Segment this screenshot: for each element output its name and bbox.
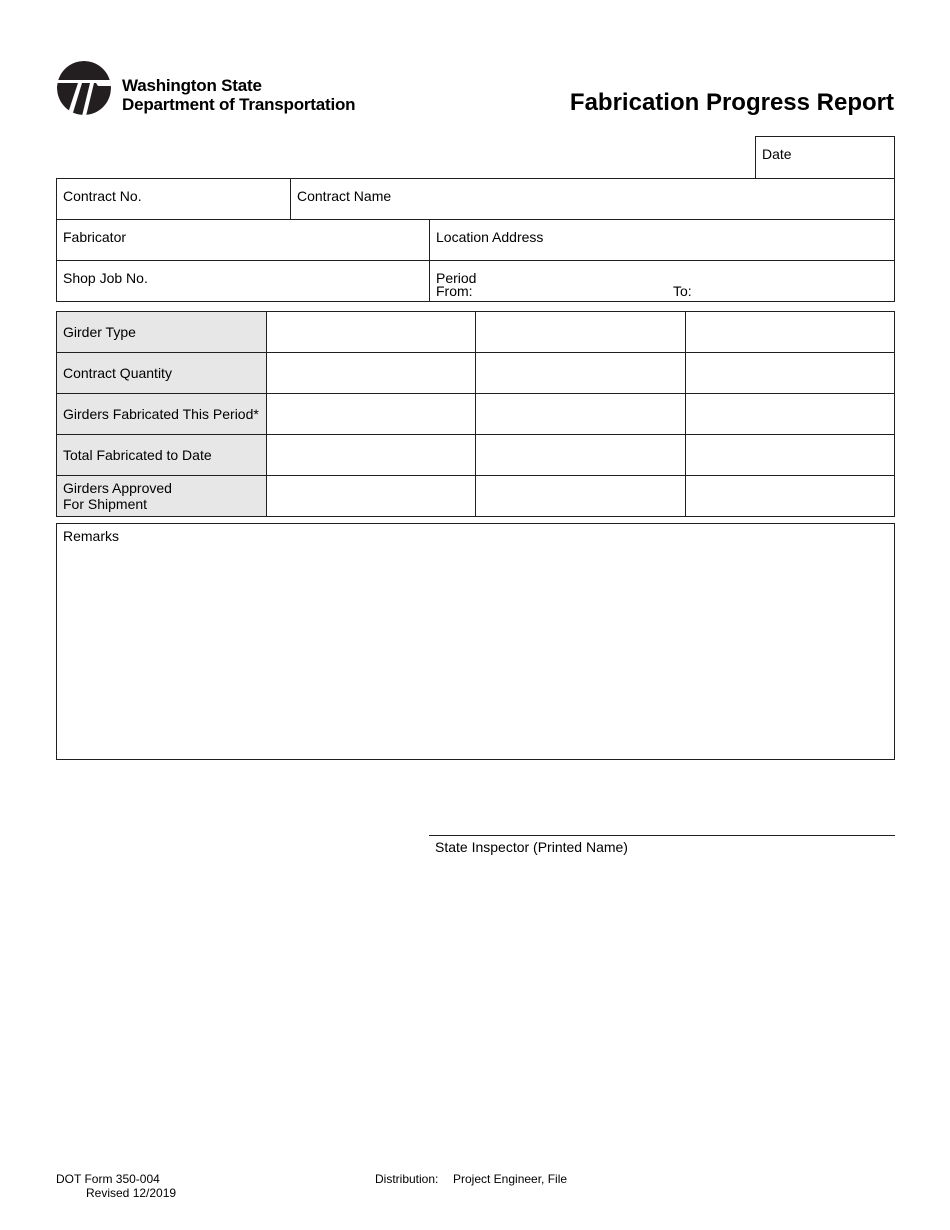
agency-name [122, 76, 355, 114]
fabricator-label: Fabricator [63, 229, 127, 245]
girder-row-header [57, 353, 267, 394]
agency-line-1: Washington State [122, 76, 262, 95]
shop-job-no-field[interactable] [57, 261, 429, 301]
form-number: DOT Form 350-004 [56, 1172, 160, 1186]
period-label: Period [436, 270, 477, 286]
girder-row-label: Contract Quantity [63, 365, 172, 381]
distribution-label: Distribution: [375, 1172, 439, 1186]
contract-name-field[interactable] [290, 179, 894, 219]
girder-entry-cell[interactable] [476, 435, 685, 476]
girder-entry-cell[interactable] [685, 476, 894, 517]
girder-entry-cell[interactable] [476, 394, 685, 435]
contract-row [57, 179, 894, 220]
date-label: Date [762, 146, 792, 162]
girder-row-label: Total Fabricated to Date [63, 447, 212, 463]
period-from-label: From: [436, 283, 473, 299]
period-field[interactable] [429, 261, 894, 301]
girder-entry-cell[interactable] [267, 312, 476, 353]
remarks-label: Remarks [63, 528, 120, 544]
girder-entry-cell[interactable] [267, 353, 476, 394]
girder-entry-cell[interactable] [685, 353, 894, 394]
location-address-field[interactable] [429, 220, 894, 260]
girder-table [56, 311, 895, 514]
period-to-label: To: [673, 283, 692, 299]
girder-entry-cell[interactable] [476, 312, 685, 353]
girder-row-label: Girder Type [63, 324, 136, 340]
girder-table-row [57, 435, 895, 476]
contract-info-grid [56, 178, 895, 302]
distribution-value: Project Engineer, File [453, 1172, 568, 1186]
date-field[interactable] [755, 136, 895, 179]
girder-entry-cell[interactable] [685, 394, 894, 435]
wsdot-logo-icon [56, 60, 112, 116]
signature-label: State Inspector (Printed Name) [435, 839, 628, 855]
fabricator-field[interactable] [57, 220, 429, 260]
girder-entry-cell[interactable] [267, 435, 476, 476]
girder-entry-cell[interactable] [685, 435, 894, 476]
report-title: Fabrication Progress Report [569, 89, 894, 116]
girder-row-header [57, 476, 267, 517]
girder-row-label: Girders Fabricated This Period* [63, 406, 259, 422]
fabricator-row [57, 220, 894, 261]
shop-row [57, 261, 894, 301]
revision-date: Revised 12/2019 [86, 1186, 177, 1200]
girder-entry-cell[interactable] [476, 476, 685, 517]
girder-row-label: Girders Approved For Shipment [63, 480, 172, 512]
girder-entry-cell[interactable] [476, 353, 685, 394]
girder-table-row [57, 353, 895, 394]
girder-table-row [57, 312, 895, 353]
girder-entry-cell[interactable] [267, 476, 476, 517]
remarks-field[interactable] [56, 523, 895, 760]
contract-no-field[interactable] [57, 179, 290, 219]
shop-job-no-label: Shop Job No. [63, 270, 148, 286]
girder-entry-cell[interactable] [267, 394, 476, 435]
location-address-label: Location Address [436, 229, 544, 245]
girder-row-header [57, 394, 267, 435]
girder-table-row [57, 476, 895, 517]
agency-line-2: Department of Transportation [122, 95, 356, 114]
girder-row-header [57, 312, 267, 353]
girder-row-header [57, 435, 267, 476]
contract-no-label: Contract No. [63, 188, 142, 204]
contract-name-label: Contract Name [297, 188, 392, 204]
girder-table-row [57, 394, 895, 435]
signature-line[interactable] [429, 835, 895, 836]
girder-entry-cell[interactable] [685, 312, 894, 353]
